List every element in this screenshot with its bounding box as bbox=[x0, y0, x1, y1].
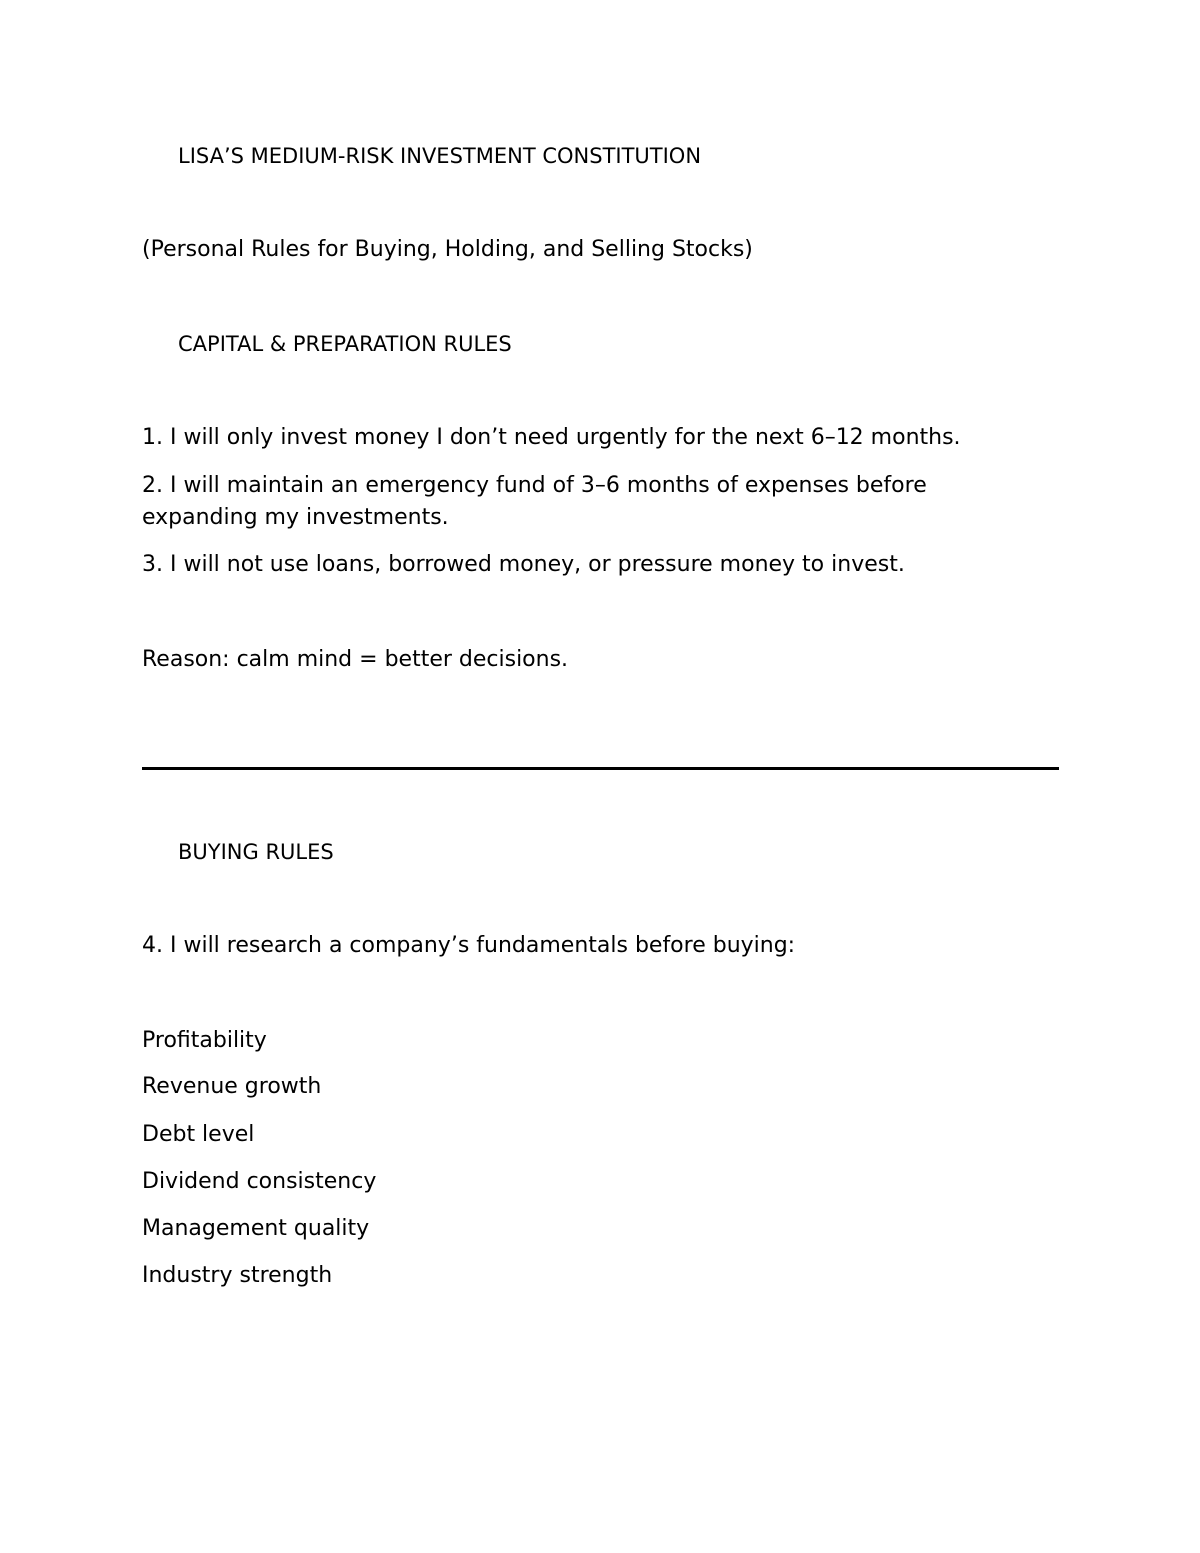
criteria-item: Dividend consistency bbox=[142, 1169, 377, 1194]
rule-item: 4. I will research a company’s fundamentals before buying: bbox=[142, 933, 796, 958]
rule-item: 1. I will only invest money I don’t need urgently for the next 6–12 months. bbox=[142, 425, 961, 450]
section-heading-buying: BUYING RULES bbox=[178, 840, 334, 864]
rule-item: 3. I will not use loans, borrowed money, or pressure money to invest. bbox=[142, 552, 905, 577]
document-subtitle: (Personal Rules for Buying, Holding, and Selling Stocks) bbox=[142, 237, 753, 262]
section-heading-capital: CAPITAL & PREPARATION RULES bbox=[178, 332, 512, 356]
reason-text: Reason: calm mind = better decisions. bbox=[142, 647, 569, 672]
document-title: LISA’S MEDIUM-RISK INVESTMENT CONSTITUTION bbox=[178, 144, 702, 168]
criteria-item: Debt level bbox=[142, 1122, 255, 1147]
criteria-item: Industry strength bbox=[142, 1263, 333, 1288]
horizontal-divider bbox=[142, 767, 1059, 770]
rule-item: 2. I will maintain an emergency fund of 3–6 months of expenses before expanding my investments. bbox=[142, 473, 927, 530]
criteria-item: Management quality bbox=[142, 1216, 370, 1241]
criteria-item: Profitability bbox=[142, 1028, 267, 1053]
criteria-item: Revenue growth bbox=[142, 1074, 322, 1099]
